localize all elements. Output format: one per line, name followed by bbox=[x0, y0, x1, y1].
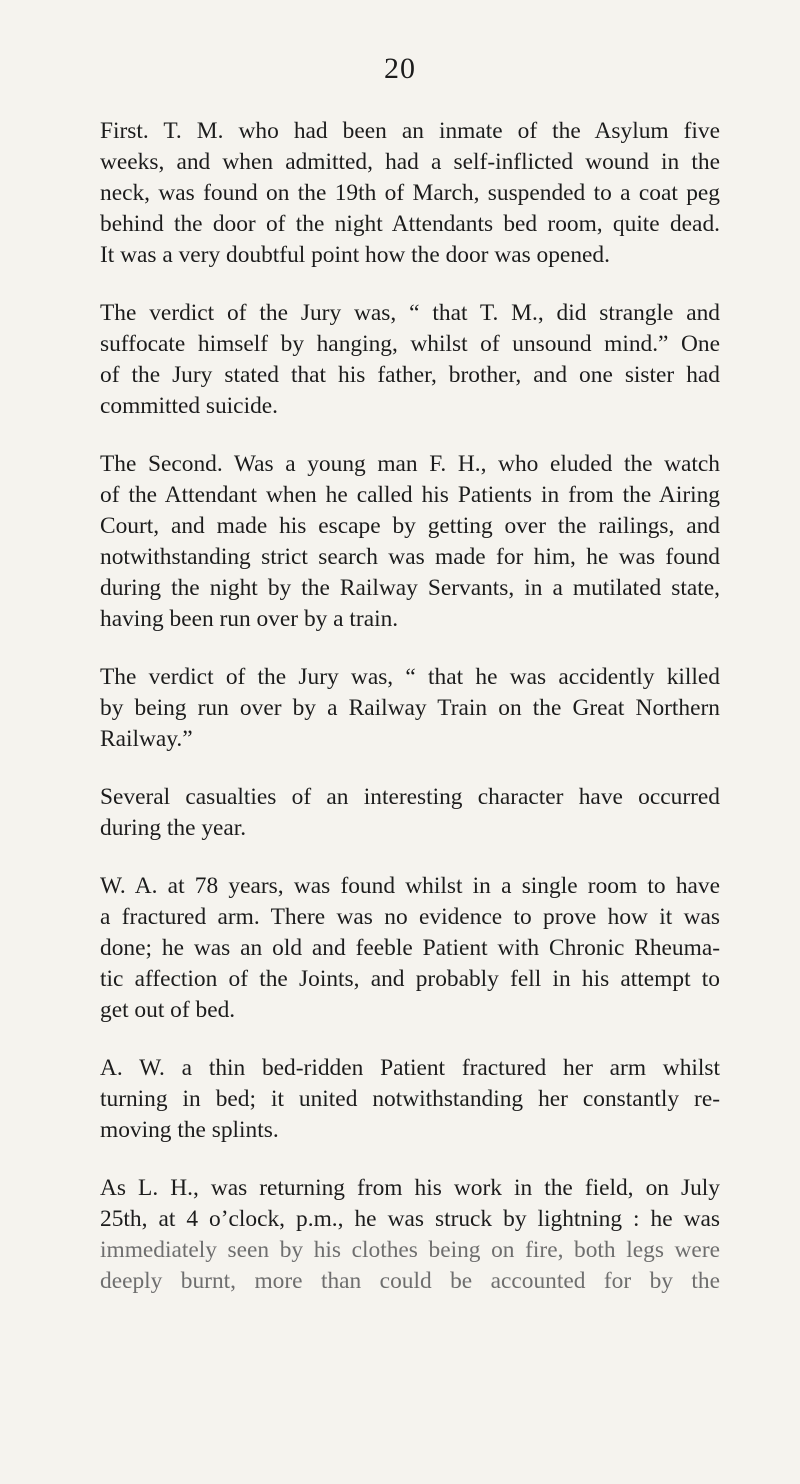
body-text bbox=[100, 116, 720, 1324]
text-line: Court, and made his escape by getting over the railings, and bbox=[100, 513, 720, 539]
text-line: The verdict of the Jury was, “ that he was accidently killed bbox=[100, 664, 720, 690]
text-line: Several casualties of an interesting character have occurred bbox=[100, 784, 720, 810]
text-line: W. A. at 78 years, was found whilst in a single room to have bbox=[100, 873, 720, 899]
text-line: of the Attendant when he called his Patients in from the Airing bbox=[100, 482, 720, 508]
text-line: during the night by the Railway Servants, in a mutilated state, bbox=[100, 575, 720, 601]
paragraph-first-case bbox=[100, 116, 720, 271]
text-line: of the Jury stated that his father, brother, and one sister had bbox=[100, 362, 720, 388]
text-line: The Second. Was a young man F. H., who eluded the watch bbox=[100, 451, 720, 477]
text-line: 25th, at 4 o’clock, p.m., he was struck by lightning : he was bbox=[100, 1206, 720, 1232]
text-line: having been run over by a train. bbox=[100, 606, 399, 632]
text-line: As L. H., was returning from his work in the field, on July bbox=[100, 1175, 720, 1201]
text-line: First. T. M. who had been an inmate of the Asylum five bbox=[100, 118, 720, 144]
text-line: The verdict of the Jury was, “ that T. M., did strangle and bbox=[100, 300, 720, 326]
text-line: neck, was found on the 19th of March, suspended to a coat peg bbox=[100, 180, 720, 206]
paragraph-second-verdict bbox=[100, 662, 720, 755]
text-line: tic affection of the Joints, and probably fell in his attempt to bbox=[100, 966, 720, 992]
paragraph-casualties-intro bbox=[100, 782, 720, 844]
text-line: committed suicide. bbox=[100, 393, 278, 419]
text-line: deeply burnt, more than could be accounted for by the bbox=[100, 1268, 720, 1294]
text-line: during the year. bbox=[100, 815, 247, 841]
page-number: 20 bbox=[384, 52, 416, 85]
text-line: a fractured arm. There was no evidence to prove how it was bbox=[100, 904, 720, 930]
text-line: notwithstanding strict search was made for him, he was found bbox=[100, 544, 720, 570]
text-line: get out of bed. bbox=[100, 997, 236, 1023]
text-line: behind the door of the night Attendants bed room, quite dead. bbox=[100, 211, 720, 237]
text-line: A. W. a thin bed-ridden Patient fractured her arm whilst bbox=[100, 1055, 720, 1081]
text-line: by being run over by a Railway Train on the Great Northern bbox=[100, 695, 720, 721]
text-line: turning in bed; it united notwithstanding her constantly re- bbox=[100, 1086, 720, 1112]
paragraph-aw-case bbox=[100, 1053, 720, 1146]
text-line: moving the splints. bbox=[100, 1117, 279, 1143]
text-line: immediately seen by his clothes being on fire, both legs were bbox=[100, 1237, 720, 1263]
text-line: Railway.” bbox=[100, 726, 193, 752]
paragraph-first-verdict bbox=[100, 298, 720, 422]
text-line: weeks, and when admitted, had a self-inflicted wound in the bbox=[100, 149, 720, 175]
text-line: It was a very doubtful point how the door was opened. bbox=[100, 242, 610, 268]
paragraph-lh-case bbox=[100, 1173, 720, 1297]
paragraph-wa-case bbox=[100, 871, 720, 1026]
paragraph-second-case bbox=[100, 449, 720, 635]
text-line: suffocate himself by hanging, whilst of unsound mind.” One bbox=[100, 331, 720, 357]
text-line: done; he was an old and feeble Patient with Chronic Rheuma- bbox=[100, 935, 720, 961]
